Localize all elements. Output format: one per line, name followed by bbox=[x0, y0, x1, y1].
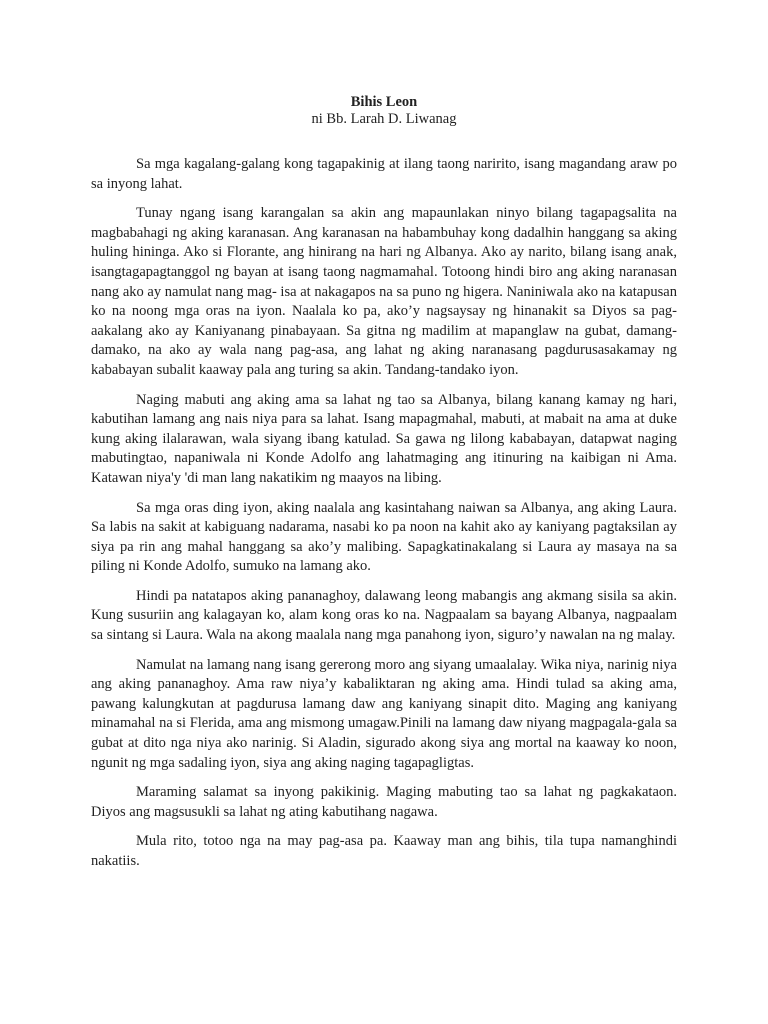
paragraph: Namulat na lamang nang isang gererong moro ang siyang umaalalay. Wika niya, narinig niya ang aking pananaghoy. Ama raw niya’y kabaliktaran ng aking ama. Hindi tulad sa aking ama, pawang kalungkutan at pagdurusa lamang daw ang kaniyang sinapit dito. Maging ang kaniyang minamahal na si Flerida, ama ang mismong umagaw.Pinili na lamang daw niyang magpagala-gala sa gubat at dito nga niya ako narinig. Si Aladin, sigurado akong siya ang mortal na kaaway ko noon, ngunit ng mga sadaling iyon, siya ang aking naging tagapagligtas. bbox=[91, 656, 677, 771]
paragraph: Hindi pa natatapos aking pananaghoy, dalawang leong mabangis ang akmang sisila sa akin. Kung susuriin ang kalagayan ko, alam kong oras ko na. Nagpaalam sa bayang Albanya, nagpaalam sa sintang si Laura. Wala na akong maalala nang mga panahong iyon, siguro’y nawalan na ng malay. bbox=[91, 587, 677, 644]
document-author: ni Bb. Larah D. Liwanag bbox=[311, 111, 457, 127]
document-page bbox=[91, 94, 677, 882]
document-title: Bihis Leon bbox=[350, 94, 418, 110]
paragraph: Tunay ngang isang karangalan sa akin ang mapaunlakan ninyo bilang tagapagsalita na magbabahagi ng aking karanasan. Ang karanasan na habambuhay kong dadalhin hanggang sa aking huling hininga. Ako si Florante, ang hinirang na hari ng Albanya. Ako ay narito, bilang isang anak, isangtagapagtanggol ng bayan at isang taong nagmamahal. Totoong hindi biro ang aking naranasan nang ako ay namulat nang mag- isa at nakagapos na sa puno ng higera. Naniniwala ako na katapusan ko na noong mga oras na iyon. Naalala ko pa, ako’y nagsaysay ng hinanakit sa Diyos sa pag-aakalang ako ay Kaniyanang pinabayaan. Sa gitna ng madilim at mapanglaw na gubat, damang- damako, na ako ay wala nang pag-asa, ang lahat ng aking naranasang pagdurusasakamay ng kababayan subalit kaaway pala ang turing sa akin. Tandang-tandako iyon. bbox=[91, 205, 677, 378]
paragraph: Maraming salamat sa inyong pakikinig. Maging mabuting tao sa lahat ng pagkakataon. Diyos ang magsusukli sa lahat ng ating kabutihang nagawa. bbox=[91, 784, 677, 820]
paragraph: Sa mga kagalang-galang kong tagapakinig at ilang taong naririto, isang magandang araw po sa inyong lahat. bbox=[91, 156, 677, 192]
paragraph: Sa mga oras ding iyon, aking naalala ang kasintahang naiwan sa Albanya, ang aking Laura. Sa labis na sakit at kabiguang nadarama, nasabi ko pa noon na kahit ako ay kaniyang pagtaksilan ay siya pa rin ang mahal hanggang sa ako’y malibing. Sapagkatinakalang si Laura ay masaya na sa piling ni Konde Adolfo, sumuko na lamang ako. bbox=[91, 499, 677, 575]
paragraph: Mula rito, totoo nga na may pag-asa pa. Kaaway man ang bihis, tila tupa namanghindi nakatiis. bbox=[91, 833, 677, 869]
paragraph: Naging mabuti ang aking ama sa lahat ng tao sa Albanya, bilang kanang kamay ng hari, kabutihan lamang ang nais niya para sa lahat. Isang mapagmahal, mabuti, at mabait na ama at duke kung aking ilalarawan, wala siyang ibang katulad. Sa gawa ng lilong kababayan, datapwat naging mabutingtao, napaniwala ni Konde Adolfo ang lahatmaging ang itinuring na kaibigan ni Ama. Katawan niya'y 'di man lang nakatikim ng maayos na libing. bbox=[91, 391, 677, 486]
